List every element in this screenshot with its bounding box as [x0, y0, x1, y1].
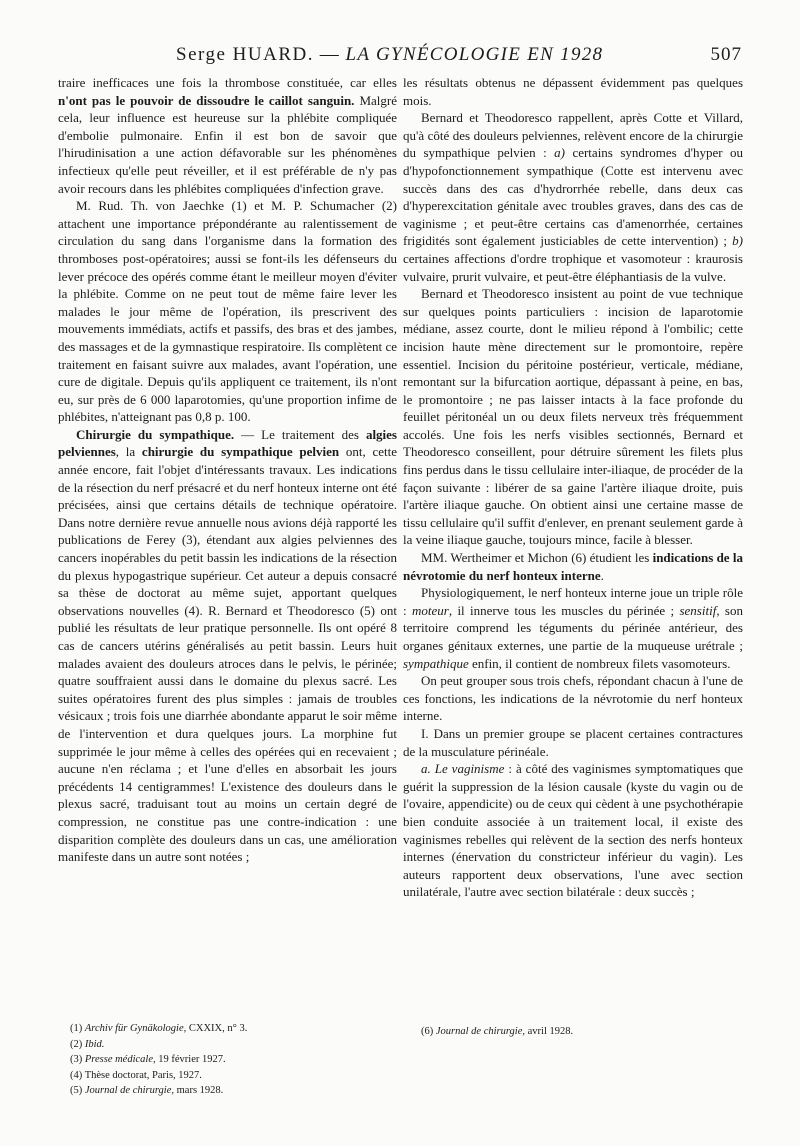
text-segment: MM. Wertheimer et Michon (6) étudient les [421, 550, 653, 566]
footnote [421, 1024, 721, 1040]
italic-text: sensitif [679, 602, 717, 618]
page-number: 507 [710, 44, 742, 65]
right-column-paragraph [403, 285, 743, 549]
footnote [70, 1068, 370, 1084]
footnote [70, 1083, 370, 1099]
text-segment: : à côté des vaginismes symptomatiques que guérit la suppression de la lésion causale (kyste du vagin ou de l'ovaire, appendicite) ou de ceux qui cèdent à une psychothérapie bien conduite associée à un traitement local, il existe des vaginismes rebelles qui relèvent de la section des nerfs honteux internes (énervation du constricteur inférieur du vagin). Les auteurs rapportent deux observations, l'une avec section unilatérale, l'autre avec section bilatérale : deux succès ; [403, 761, 744, 900]
footnote-number: (6) [421, 1026, 434, 1037]
text-segment: , son territoire comprend les téguments du périnée antérieur, des organes génitaux externes, une partie de la muqueuse urétrale ; [403, 602, 743, 653]
header-journal-title: LA GYNÉCOLOGIE EN 1928 [345, 44, 604, 65]
text-segment: , il innerve tous les muscles du périnée ; [448, 602, 680, 618]
footnote-source: Journal de chirurgie, [435, 1026, 526, 1037]
footnote-detail: mars 1928. [174, 1085, 224, 1096]
footnote [70, 1021, 370, 1037]
right-column-paragraph [403, 584, 743, 672]
italic-text: moteur [411, 602, 449, 618]
footnote-detail: Thèse doctorat, Paris, 1927. [84, 1069, 202, 1081]
footnote-detail: avril 1928. [525, 1026, 574, 1037]
text-segment: Bernard et Theodoresco insistent au point de vue technique sur quelques points particuliers : incision de laparotomie médiane, assez courte, dont le milieu répond à l'ombilic; cette incision haute mène directement sur le promontoire, repère essentiel. Incision du péritoine postérieur, verticale, médiane, remontant sur la bifurcation aortique, dépassant à peine, en bas, le promontoire ; ne pas laisser intacts à la face profonde du feuillet péritonéal un ou deux filets nerveux très fréquemment accolés. Une fois les nerfs visibles sectionnés, Bernard et Theodoresco conseillent, pour détruire sûrement les filets plus fins perdus dans le tissu cellulaire inter-iliaque, de procéder de la façon suivante : libérer de sa gaine l'artère iliaque droite, puis l'artère iliaque gauche. On obtient ainsi une certaine masse de tissu cellulaire qu'il suffit d'enlever, en prenant seulement garde à la veine iliaque gauche, toujours mince, facile à blesser. [403, 286, 743, 548]
bold-text: Chirurgie du sympathique. [76, 426, 235, 442]
footnote-number: (5) [70, 1085, 83, 1096]
left-column-paragraph [58, 426, 397, 866]
running-title [176, 44, 603, 66]
text-segment: certains syndromes d'hyper ou d'hypofonctionnement sympathique (Cotte est intervenu avec succès dans des cas d'hydrorrhée rebelle, dans deux cas d'hyperexcitation génitale avec troubles graves, dans des cas de vaginisme ; et peut-être certains cas d'amenorrhée, certaines frigidités sont également justiciables de cette intervention) ; [403, 145, 743, 249]
running-header [0, 44, 800, 74]
right-column-paragraph [403, 74, 743, 109]
footnote-detail: CXXIX, n° 3. [186, 1023, 248, 1034]
footnote-detail: 19 février 1927. [155, 1054, 226, 1065]
footnote [70, 1037, 370, 1053]
right-column-paragraph [403, 760, 743, 901]
footnote-source: Journal de chirurgie, [84, 1085, 175, 1096]
italic-text: a) [554, 145, 565, 161]
text-segment: traire inefficaces une fois la thrombose constituée, car elles [58, 75, 397, 90]
text-segment: — Le traitement des [234, 426, 366, 442]
text-segment: , la [115, 444, 142, 460]
italic-text: b) [732, 233, 743, 249]
bold-text: n'ont pas le pouvoir de dissoudre le caillot sanguin. [58, 92, 355, 108]
right-column-paragraph [403, 672, 743, 725]
text-segment: ont, cette année encore, fait l'objet d'intéressants travaux. Les indications de la résection du nerf présacré et du nerf honteux interne ont été précisées, ainsi que certains détails de technique opératoire. Dans notre dernière revue annuelle nous avions déjà rapporté les publications de Ferey (3), étendant aux algies pelviennes des cancers inopérables du petit bassin les indications de la résection du plexus hypogastrique supérieur. Cet auteur a depuis consacré sa thèse de doctorat au même sujet, apportant quelques observations nouvelles (4). R. Bernard et Theodoresco (5) ont publié les résultats de leur pratique personnelle. Ils ont opéré 8 cas de cancers utérins généralisés au petit bassin. Leurs huit malades avaient des douleurs atroces dans le pelvis, le périnée; quatre souffraient aussi dans le domaine du plexus sacré. Les suites opératoires furent des plus simples : jamais de troubles vésicaux ; trois fois une diarrhée abondante apparut le soir même de l'intervention et dura quelques jours. La morphine fut supprimée le jour même à celles des opérées qui en recevaient ; aucune n'en réclama ; et l'une d'elles en absorbait les jours précédents 14 centigrammes! L'existence des douleurs dans le plexus sacré, traduisant tout au moins un certain degré de compression, ne constitue pas une contre-indication : une disparition complète des douleurs dans un cas, une amélioration manifeste dans un autre sont notées ; [58, 444, 398, 865]
text-segment: Bernard et Theodoresco rappellent, après Cotte et Villard, qu'à côté des douleurs pelviennes, relèvent encore de la chirurgie du sympathique pelvien : [403, 110, 743, 161]
footnote-source: Archiv für Gynäkologie, [84, 1023, 187, 1034]
left-column [58, 74, 397, 866]
text-segment: . [600, 567, 604, 583]
left-column-paragraph [58, 74, 397, 197]
footnote-number: (4) [70, 1069, 83, 1081]
footnote [70, 1052, 370, 1068]
footnote-source: Ibid. [84, 1038, 105, 1050]
left-column-paragraph [58, 197, 397, 426]
text-segment: les résultats obtenus ne dépassent évidemment pas quelques mois. [403, 75, 743, 108]
bold-text: indications de la névrotomie du nerf honteux interne [403, 550, 743, 583]
footnote-source: Presse médicale, [84, 1054, 156, 1065]
text-segment: M. Rud. Th. von Jaechke (1) et M. P. Schumacher (2) attachent une importance prépondérante au ralentissement de circulation du sang dans l'organisme dans la formation des thromboses post-opératoires; aussi se font-ils les défenseurs du lever précoce des opérés comme étant le meilleur moyen d'éviter la phlébite. Comme on ne peut tout de même faire lever les malades le jour même de l'opération, ils prescrivent des mouvements immédiats, actifs et passifs, des bras et des jambes, des massages et de la gymnastique respiratoire. Ils complètent ce traitement en faisant suivre aux malades, avant l'opération, une cure de digitale. Depuis qu'ils appliquent ce traitement, ils n'ont eu, sur près de 6 000 laparotomies, qu'une proportion infime de phlébites, n'atteignant pas 0,8 p. 100. [58, 198, 397, 425]
bold-text: algies pelviennes [58, 426, 397, 460]
header-author: Serge HUARD. [176, 44, 314, 65]
text-segment: Malgré cela, leur influence est heureuse sur la phlébite compliquée d'embolie pulmonaire. Enfin il est bon de savoir que l'hirudinisation a une action défavorable sur les phénomènes infectieux qu'elle peut réveiller, et il est préférable de n'y pas avoir recours dans les phlébites compliquées d'infection grave. [58, 92, 397, 196]
right-column-paragraph [403, 549, 743, 584]
footnote-number: (3) [70, 1054, 83, 1065]
italic-text: a. Le vaginisme [421, 761, 505, 777]
footnote-number: (1) [70, 1023, 83, 1034]
text-segment: Physiologiquement, le nerf honteux interne joue un triple rôle : [403, 585, 743, 618]
footnote-number: (2) [70, 1038, 83, 1050]
header-separator: — [313, 44, 346, 65]
text-segment: certaines affections d'ordre trophique et vasomoteur : kraurosis vulvaire, prurit vulvaire, et peut-être éléphantiasis de la vulve. [403, 250, 743, 284]
italic-text: sympathique [403, 655, 469, 671]
right-column-paragraph [403, 109, 743, 285]
right-column [403, 74, 743, 901]
left-footnotes [70, 1021, 370, 1099]
text-segment: On peut grouper sous trois chefs, répondant chacun à l'une de ces fonctions, les indications de la névrotomie du nerf honteux interne. [403, 673, 743, 724]
right-footnotes [421, 1024, 721, 1040]
bold-text: chirurgie du sympathique pelvien [141, 444, 340, 460]
text-segment: I. Dans un premier groupe se placent certaines contractures de la musculature périnéale. [403, 725, 743, 759]
text-segment: enfin, il contient de nombreux filets vasomoteurs. [468, 655, 731, 671]
right-column-paragraph [403, 725, 743, 760]
